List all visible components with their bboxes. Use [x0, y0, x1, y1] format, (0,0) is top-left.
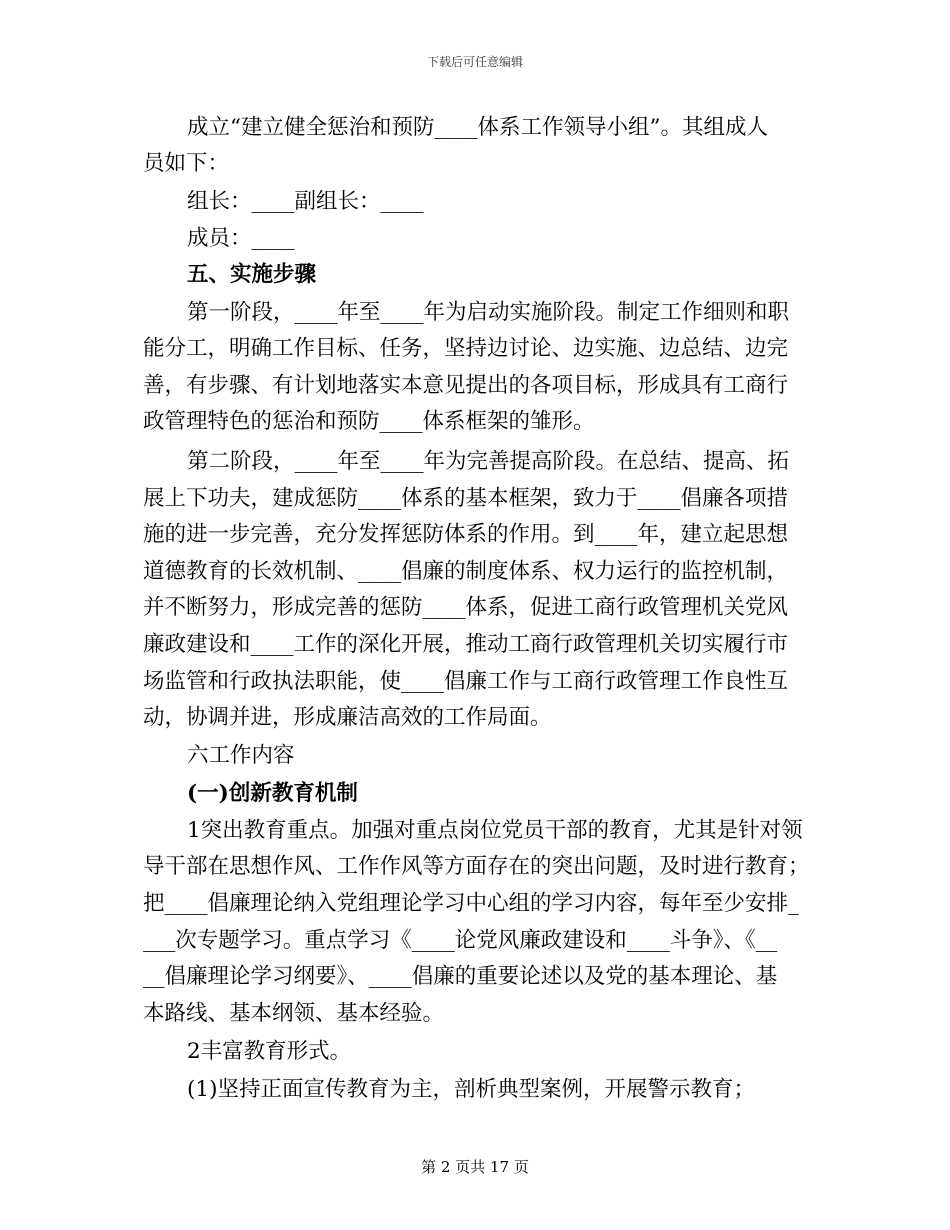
paragraph-line: 能分工，明确工作目标、任务，坚持边讨论、边实施、边总结、边完 [143, 336, 789, 361]
paragraph-line: 第一阶段，____年至____年为启动实施阶段。制定工作细则和职 [187, 300, 790, 325]
paragraph-line: 员如下： [143, 151, 230, 176]
paragraph-line: 2丰富教育形式。 [187, 1039, 352, 1064]
list-item: (1)坚持正面宣传教育为主，剖析典型案例，开展警示教育； [187, 1077, 755, 1102]
paragraph-line: __倡廉理论学习纲要》、____倡廉的重要论述以及党的基本理论、基 [143, 964, 778, 989]
paragraph-line: 政管理特色的惩治和预防____体系框架的雏形。 [143, 409, 595, 434]
paragraph-line: 第二阶段，____年至____年为完善提高阶段。在总结、提高、拓 [187, 449, 790, 474]
paragraph-line: 善，有步骤、有计划地落实本意见提出的各项目标，形成具有工商行 [143, 373, 789, 398]
section-heading: 五、实施步骤 [187, 262, 317, 287]
paragraph-line: 动，协调并进，形成廉洁高效的工作局面。 [143, 705, 552, 730]
paragraph-line: 并不断努力，形成完善的惩防____体系，促进工商行政管理机关党风 [143, 595, 789, 620]
paragraph-line: 组长：____副组长：____ [187, 189, 424, 214]
paragraph-line: 本路线、基本纲领、基本经验。 [143, 1001, 445, 1026]
paragraph-line: 成立“建立健全惩治和预防____体系工作领导小组”。其组成人 [187, 115, 768, 140]
page-footer: 第 2 页共 17 页 [421, 1158, 529, 1176]
paragraph-line: 场监管和行政执法职能，使____倡廉工作与工商行政管理工作良性互 [143, 669, 789, 694]
paragraph-line: 展上下功夫，建成惩防____体系的基本框架，致力于____倡廉各项措 [143, 486, 789, 511]
paragraph-line: 廉政建设和____工作的深化开展，推动工商行政管理机关切实履行市 [143, 632, 789, 657]
subsection-heading: (一)创新教育机制 [187, 781, 358, 806]
paragraph-line: 道德教育的长效机制、____倡廉的制度体系、权力运行的监控机制， [143, 559, 789, 584]
paragraph-line: 施的进一步完善，充分发挥惩防体系的作用。到____年，建立起思想 [143, 522, 789, 547]
paragraph-line: 导干部在思想作风、工作作风等方面存在的突出问题，及时进行教育； [143, 854, 810, 879]
page-header: 下载后可任意编辑 [426, 55, 523, 69]
paragraph-line: ___次专题学习。重点学习《____论党风廉政建设和____斗争》、《__ [143, 928, 778, 953]
paragraph-line: 1突出教育重点。加强对重点岗位党员干部的教育，尤其是针对领 [187, 818, 803, 843]
paragraph-line: 成员：____ [187, 226, 295, 251]
paragraph-line: 把____倡廉理论纳入党组理论学习中心组的学习内容，每年至少安排_ [143, 891, 799, 916]
section-heading: 六工作内容 [187, 743, 295, 768]
